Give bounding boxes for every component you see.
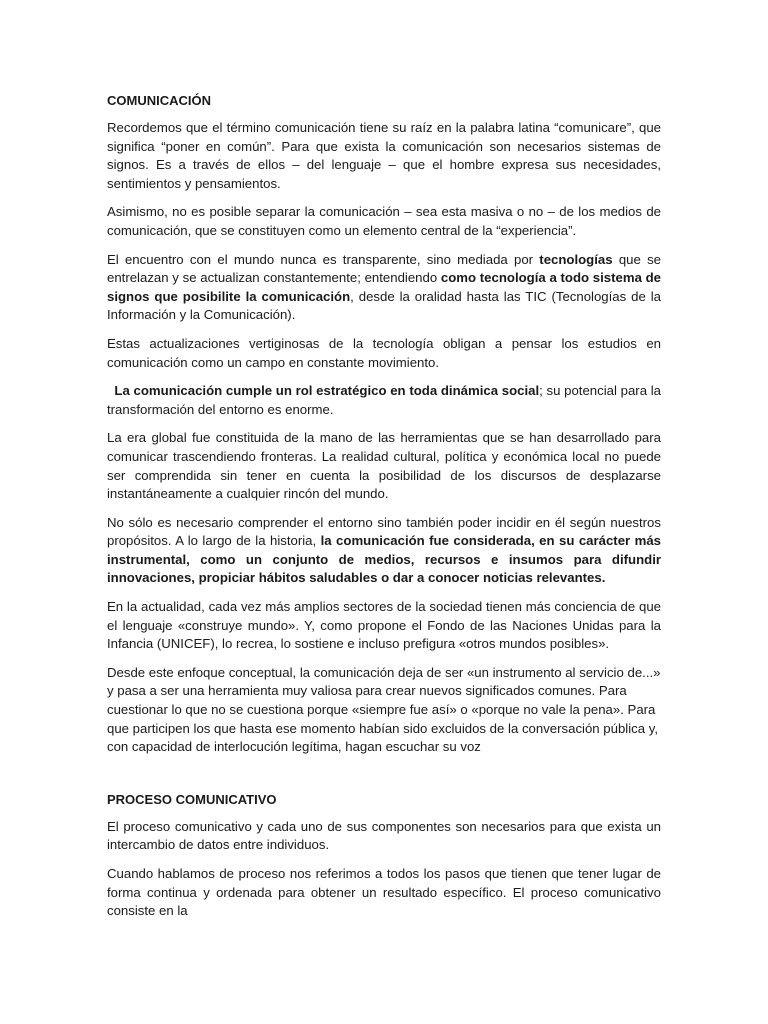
bold-text-run: la comunicación fue considerada, en su carácter más instrumental, como un conjunto de medios, recursos e insumos para difundir innovaciones, propiciar hábitos saludables o dar a conocer noticias relevantes.	[107, 533, 661, 586]
paragraph	[107, 251, 661, 325]
section-heading: COMUNICACIÓN	[107, 93, 211, 108]
paragraph	[107, 865, 661, 921]
paragraph	[107, 335, 661, 372]
section-heading: PROCESO COMUNICATIVO	[107, 791, 277, 807]
bold-text-run: La comunicación cumple un rol estratégico en toda dinámica social	[114, 383, 540, 399]
bold-text-run: tecnologías	[539, 251, 613, 267]
paragraph	[107, 514, 661, 588]
text-run: Cuando hablamos de proceso nos referimos a todos los pasos que tienen que tener lugar de forma continua y ordenada para obtener un resultado específico. El proceso comunicativo consiste en la	[107, 866, 661, 919]
paragraph	[107, 203, 661, 240]
paragraph	[107, 119, 661, 193]
paragraph	[107, 664, 661, 757]
section-spacer	[107, 767, 661, 791]
text-run: El encuentro con el mundo nunca es transparente, sino mediada por	[107, 251, 540, 267]
paragraph	[107, 429, 661, 503]
text-run: Estas actualizaciones vertiginosas de la tecnología obligan a pensar los estudios en comunicación como un campo en constante movimiento.	[107, 335, 661, 370]
text-run: Asimismo, no es posible separar la comunicación – sea esta masiva o no – de los medios de comunicación, que se constituyen como un elemento central de la “experiencia”.	[107, 204, 661, 238]
paragraph	[107, 382, 661, 419]
text-run: ; su potencial para la transformación del entorno es enorme.	[107, 383, 661, 417]
paragraph	[107, 598, 661, 654]
text-run: La era global fue constituida de la mano de las herramientas que se han desarrollado para comunicar trascendiendo fronteras. La realidad cultural, política y económica local no puede ser comprendida sin tener en cuenta la posibilidad de los discursos de desplazarse instantáneamente a cualquier rincón del mundo.	[107, 430, 661, 502]
text-run: Desde este enfoque conceptual, la comunicación deja de ser «un instrumento al servicio de...» y pasa a ser una herramienta muy valiosa para crear nuevos significados comunes. Para cuestionar lo que no se cuestiona porque «siempre fue así» o «porque no vale la pena». Para que participen los que hasta ese momento habían sido excluidos de la conversación pública y, con capacidad de interlocución legítima, hagan escuchar su voz	[107, 664, 661, 755]
text-run: que se entrelazan y se actualizan constantemente; entendiendo	[107, 251, 661, 286]
text-run: No sólo es necesario comprender el entorno sino también poder incidir en él según nuestros propósitos. A lo largo de la historia,	[107, 514, 661, 549]
text-run: El proceso comunicativo y cada uno de sus componentes son necesarios para que exista un intercambio de datos entre individuos.	[107, 818, 661, 853]
document-body	[107, 92, 661, 921]
paragraph	[107, 818, 661, 855]
text-run: En la actualidad, cada vez más amplios sectores de la sociedad tienen más conciencia de que el lenguaje «construye mundo». Y, como propone el Fondo de las Naciones Unidas para la Infancia (UNICEF), lo recrea, lo sostiene e incluso prefigura «otros mundos posibles».	[107, 599, 661, 652]
text-run: , desde la oralidad hasta las TIC (Tecnologías de la Información y la Comunicación).	[107, 288, 661, 323]
text-run: Recordemos que el término comunicación tiene su raíz en la palabra latina “comunicare”, que significa “poner en común”. Para que exista la comunicación son necesarios sistemas de signos. Es a través de ellos – del lenguaje – que el hombre expresa sus necesidades, sentimientos y pensamientos.	[107, 120, 661, 191]
bold-text-run: como tecnología a todo sistema de signos que posibilite la comunicación	[107, 270, 662, 304]
